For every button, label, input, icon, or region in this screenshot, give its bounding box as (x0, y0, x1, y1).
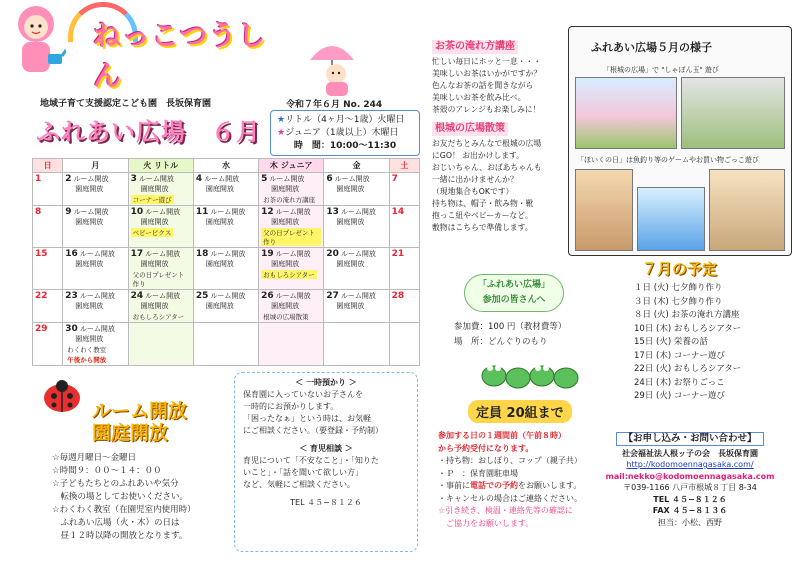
note-line: から予約受付になります。 (438, 443, 534, 453)
note-line: ・事前に電話での予約をお願いします。 (438, 481, 582, 490)
july-item: ３日 (木) 七夕飾り作り (634, 296, 723, 307)
july-item: 15日 (火) 栄養の話 (634, 337, 708, 347)
castle-text: 一緒に出かけませんか？ (432, 175, 518, 184)
garden-open-label: 園庭開放 (140, 302, 169, 310)
note-line: ・Ｐ ：保育園駐車場 (438, 468, 518, 478)
tea-text: 色んなお茶の話を聞きながら (432, 81, 534, 90)
calendar-day-cell (389, 206, 419, 248)
garden-open-label: 園庭開放 (205, 260, 234, 268)
contact-tel: TEL ４５−８１２６ (653, 494, 727, 504)
room-open-label: ルーム開放 (145, 250, 181, 258)
room-open-label: ルーム開放 (79, 325, 115, 333)
photo-caption-2: 「ほいくの日」は魚釣り等のゲームやお買い物ごっこ遊び (577, 156, 759, 164)
email-link[interactable]: mail:nekko@kodomoennagasaka.com (605, 471, 775, 481)
calendar-day-cell (63, 323, 128, 366)
schedule-little: ★リトル（4ヶ月〜1歳）火曜日 (277, 115, 405, 125)
tea-text: 忙しい毎日にホッと一息・・・ (432, 57, 542, 66)
calendar-day-cell (128, 206, 193, 248)
castle-text: 敷物はこちらで準備します。 (432, 223, 533, 232)
calendar-day-cell (324, 248, 389, 290)
org-line: 地域子育て支援認定こども園 長坂保育園 (40, 99, 212, 109)
room-open-label: ルーム開放 (210, 208, 246, 216)
contact-address: 〒039-1166 八戸市根城８丁目 8-34 (623, 483, 757, 492)
issue-number: 令和７年６月 No. 244 (286, 100, 383, 110)
room-open-label: ルーム開放 (204, 175, 240, 183)
participants-bubble: 「ふれあい広場」 参加の皆さんへ (464, 274, 564, 312)
calendar-day-cell (324, 173, 389, 206)
calendar-day-cell (33, 248, 63, 290)
day-number: 13 (326, 207, 339, 217)
calendar-header-tue: 火 リトル (128, 159, 193, 173)
calendar-day-cell (193, 290, 258, 323)
room-open-label: ルーム開放 (210, 292, 246, 300)
july-item: ８日 (火) お茶の淹れ方講座 (634, 310, 740, 320)
consult-tel: TEL ４５−８１２６ (290, 498, 362, 507)
day-number: 23 (65, 291, 78, 301)
calendar-day-cell (128, 248, 193, 290)
childcare-text: 保育園に入っていないお子さんを (243, 390, 363, 399)
calendar-day-cell (63, 173, 128, 206)
newsletter-header (8, 2, 270, 92)
room-open-label: ルーム開放 (340, 292, 376, 300)
calendar-day-cell (259, 323, 324, 366)
july-item: 17日 (木) コーナー遊び (634, 350, 725, 361)
day-number: 17 (130, 249, 144, 259)
garden-open-label: 園庭開放 (75, 185, 104, 193)
calendar-day-cell (259, 290, 324, 323)
contact-section (588, 432, 792, 528)
calendar-day-cell (259, 206, 324, 248)
day-number: 25 (195, 291, 209, 301)
day-number: 15 (35, 249, 48, 259)
calendar-day-cell (193, 323, 258, 366)
day-number: 30 (65, 324, 78, 334)
contact-fax: FAX ４５−８１３６ (652, 506, 728, 515)
garden-open-label: 園庭開放 (140, 260, 169, 268)
day-number: 14 (391, 207, 405, 217)
room-open-label: ルーム開放 (275, 250, 311, 258)
website-link[interactable]: http://kodomoennagasaka.com/ (626, 460, 754, 469)
day-number: 16 (65, 249, 78, 259)
day-number: 4 (195, 174, 203, 184)
july-item: 29日 (火) コーナー遊び (634, 391, 725, 401)
day-number: 18 (195, 249, 209, 259)
calendar-day-cell (389, 323, 419, 366)
castle-heading: 根城の広場散策 (432, 122, 508, 136)
day-number: 19 (261, 249, 274, 259)
event-label: ベビーピクス (132, 229, 172, 237)
room-open-section (30, 378, 260, 563)
childcare-text: 「困ったなぁ」という時は、お気軽 (243, 414, 371, 423)
note-line: 参加する日の１週間前（午前８時） (438, 431, 566, 440)
may-photo-board (568, 26, 792, 256)
day-number: 8 (35, 207, 42, 217)
consult-text: いこと」・「話を聞いて欲しい方」 (243, 468, 363, 477)
room-open-label: ルーム開放 (145, 208, 181, 216)
room-open-label: ルーム開放 (269, 175, 305, 183)
calendar-week-row (33, 206, 420, 248)
calendar-day-cell (63, 206, 128, 248)
room-open-label: ルーム開放 (79, 292, 115, 300)
garden-open-label: 園庭開放 (336, 302, 365, 310)
room-open-label: ルーム開放 (79, 250, 115, 258)
day-number: 3 (130, 174, 137, 184)
photo-bubbles-1 (575, 77, 677, 149)
calendar-day-cell (193, 206, 258, 248)
calendar-day-cell (389, 248, 419, 290)
girl-with-watering-can-icon (8, 2, 66, 84)
july-item: 22日 (火) おもしろシアター (634, 364, 742, 374)
castle-text: にGO！ お出かけします。 (432, 151, 525, 160)
photo-game-1 (575, 169, 633, 251)
day-number: 29 (35, 324, 48, 334)
tea-text: 茶殻のアレンジもお楽しみに！ (432, 105, 541, 114)
calendar-header-fri: 金 (324, 159, 389, 173)
garden-open-label: 園庭開放 (140, 185, 169, 193)
note-line: ☆引き続き、検温・連絡先等の確認に (438, 506, 573, 515)
garden-open-label: 園庭開放 (336, 260, 365, 268)
room-open-label: ルーム開放 (73, 208, 109, 216)
calendar-day-cell (33, 290, 63, 323)
event-label: 父の日プレゼント作り (261, 228, 321, 246)
event-label: おもしろシアター (132, 313, 185, 321)
calendar-week-row (33, 173, 420, 206)
photo-board-title: ふれあい広場５月の様子 (591, 41, 712, 54)
day-number: 6 (326, 174, 333, 184)
calendar-day-cell (63, 290, 128, 323)
calendar-day-cell (33, 173, 63, 206)
event-label: お茶の淹れ方講座 (263, 196, 316, 204)
girl-with-umbrella-icon (306, 36, 358, 98)
event-label: おもしろシアター (263, 271, 315, 279)
note-line: ・キャンセルの場合はご連絡ください。 (438, 493, 582, 503)
calendar-day-cell (389, 290, 419, 323)
room-open-label: ルーム開放 (73, 175, 109, 183)
room-open-info: ☆毎週月曜日〜金曜日 ☆時間９：００〜１４：００ ☆子どもたちとのふれあいや気分 転換の場としてお使いください。 ☆わくわく教室（在園児室内使用時） ふれあい広場（火・木）の日は 昼１２時以降の開放となります。 (52, 453, 196, 541)
garden-open-label: 園庭開放 (205, 218, 234, 226)
event-label: わくわく教室 (67, 346, 107, 354)
day-number: 1 (35, 174, 42, 184)
event-label: 根城の広場散策 (263, 313, 309, 321)
room-open-label: ルーム開放 (138, 175, 174, 183)
garden-open-label: 園庭開放 (271, 260, 300, 268)
event-label: コーナー遊び (132, 196, 172, 204)
note-line: ご協力をお願いします。 (438, 518, 534, 528)
garden-open-label: 園庭開放 (205, 302, 234, 310)
day-number: 11 (195, 207, 209, 217)
calendar-day-cell (324, 323, 389, 366)
room-open-label: ルーム開放 (340, 208, 376, 216)
tea-section (432, 40, 564, 234)
day-number: 12 (261, 207, 274, 217)
castle-text: おじいちゃん、おばあちゃんも (432, 163, 542, 172)
childcare-text: にご相談ください。（要登録・予約制） (243, 426, 383, 435)
calendar-day-cell (128, 323, 193, 366)
room-open-label: ルーム開放 (145, 292, 181, 300)
july-item: 24日 (木) お祭りごっこ (634, 377, 725, 388)
calendar-header-sat: 土 (389, 159, 419, 173)
room-open-label: ルーム開放 (275, 292, 311, 300)
calendar-day-cell (128, 290, 193, 323)
garden-open-label: 園庭開放 (271, 302, 300, 310)
calendar-day-cell (33, 206, 63, 248)
july-item: １日 (火) 七夕飾り作り (634, 283, 723, 293)
garden-open-label: 園庭開放 (75, 302, 104, 310)
contact-staff: 担当：小松、西野 (658, 517, 722, 527)
day-number: 20 (326, 249, 339, 259)
room-open-title: ルーム開放 園庭開放 (92, 400, 188, 444)
garden-open-label: 園庭開放 (205, 185, 234, 193)
calendar-header-sun: 日 (33, 159, 63, 173)
contact-org: 社会福祉法人根ッ子の会 長坂保育園 (622, 448, 758, 458)
room-open-label: ルーム開放 (340, 250, 376, 258)
garden-open-label: 園庭開放 (271, 218, 300, 226)
tea-text: 美味しいお茶はいかがですか？ (432, 69, 542, 78)
calendar-day-cell (63, 248, 128, 290)
castle-text: お友だちとみんなで根城の広場 (432, 139, 542, 148)
ladybug-icon (40, 378, 84, 414)
consult-title: ＜ 育児相談 ＞ (299, 444, 353, 453)
schedule-box (270, 110, 420, 156)
contact-heading: 【お申し込み・お問い合わせ】 (616, 432, 763, 446)
photo-shopping (709, 169, 785, 251)
calendar-week-row (33, 248, 420, 290)
calendar-day-cell (128, 173, 193, 206)
day-number: 2 (65, 174, 72, 184)
photo-bubbles-2 (681, 77, 785, 149)
calendar-day-cell (259, 248, 324, 290)
tea-text: 美味しいお茶を飲み比べ。 (432, 93, 526, 102)
calendar-day-cell (324, 206, 389, 248)
room-open-label: ルーム開放 (210, 250, 246, 258)
castle-text: （現地集合もOKです） (432, 187, 514, 196)
day-number: 9 (65, 207, 72, 217)
garden-open-label: 園庭開放 (140, 218, 169, 226)
room-open-label: ルーム開放 (334, 175, 370, 183)
calendar-day-cell (259, 173, 324, 206)
day-number: 28 (391, 291, 405, 301)
frogs-icon (478, 338, 588, 394)
childcare-title: ＜ 一時預かり ＞ (295, 378, 357, 387)
calendar-header-thu: 木 ジュニア (259, 159, 324, 173)
capacity-badge: 定員 20組まで (468, 400, 572, 423)
calendar-week-row (33, 323, 420, 366)
july-plan-section (600, 256, 792, 426)
garden-open-label: 園庭開放 (271, 185, 300, 193)
july-title: ７月の予定 (642, 260, 718, 278)
calendar-header-row (33, 159, 420, 173)
day-number: 10 (130, 207, 144, 217)
day-number: 24 (130, 291, 144, 301)
calendar-day-cell (193, 173, 258, 206)
castle-text: 抱っこ紐やベビーカーなど。 (432, 211, 533, 220)
room-open-label: ルーム開放 (275, 208, 311, 216)
consult-text: 育児について「不安なこと」・「知りた (243, 456, 379, 465)
calendar-day-cell (324, 290, 389, 323)
event-label: 父の日プレゼント作り (132, 271, 185, 288)
note-line: ・持ち物：おしぼり、コップ（親子共） (438, 456, 582, 465)
day-number: 21 (391, 249, 405, 259)
schedule-time: 時 間：10:00〜11:30 (293, 141, 397, 151)
day-number: 22 (35, 291, 48, 301)
calendar-week-row (33, 290, 420, 323)
garden-open-label: 園庭開放 (75, 260, 104, 268)
photo-caption-1: 「根城の広場」で "しゃぼん玉" 遊び (603, 66, 719, 74)
calendar-day-cell (193, 248, 258, 290)
castle-text: 持ち物は、帽子・飲み物・靴 (432, 199, 534, 208)
calendar-header-mon: 月 (63, 159, 128, 173)
july-list (634, 282, 741, 404)
day-number: 7 (391, 174, 398, 184)
day-number: 27 (326, 291, 339, 301)
childcare-text: 一時的にお預かりします。 (243, 402, 339, 411)
schedule-junior: ★ジュニア（1歳以上）木曜日 (277, 128, 399, 138)
calendar-day-cell (389, 173, 419, 206)
garden-open-label: 園庭開放 (75, 218, 104, 226)
page-title: ふれあい広場 ６月 (36, 118, 261, 146)
july-item: 10日 (木) おもしろシアター (634, 323, 742, 334)
photo-fishing (637, 187, 705, 251)
garden-open-label: 園庭開放 (75, 335, 104, 343)
calendar-day-cell (33, 323, 63, 366)
tea-heading: お茶の淹れ方講座 (432, 40, 518, 54)
calendar-header-wed: 水 (193, 159, 258, 173)
newsletter-logo: ねっこつうしん (93, 19, 267, 92)
participants-info: 参加費：100 円（教材費等） 場 所：どんぐりのもり (454, 322, 567, 347)
garden-open-label: 園庭開放 (336, 218, 365, 226)
june-calendar (32, 158, 420, 366)
consult-text: など、気軽にご相談ください。 (243, 480, 355, 489)
day-number: 5 (261, 174, 268, 184)
garden-open-label: 園庭開放 (336, 185, 365, 193)
event-note: 午後から開放 (67, 356, 107, 364)
childcare-section (234, 372, 418, 552)
day-number: 26 (261, 291, 274, 301)
